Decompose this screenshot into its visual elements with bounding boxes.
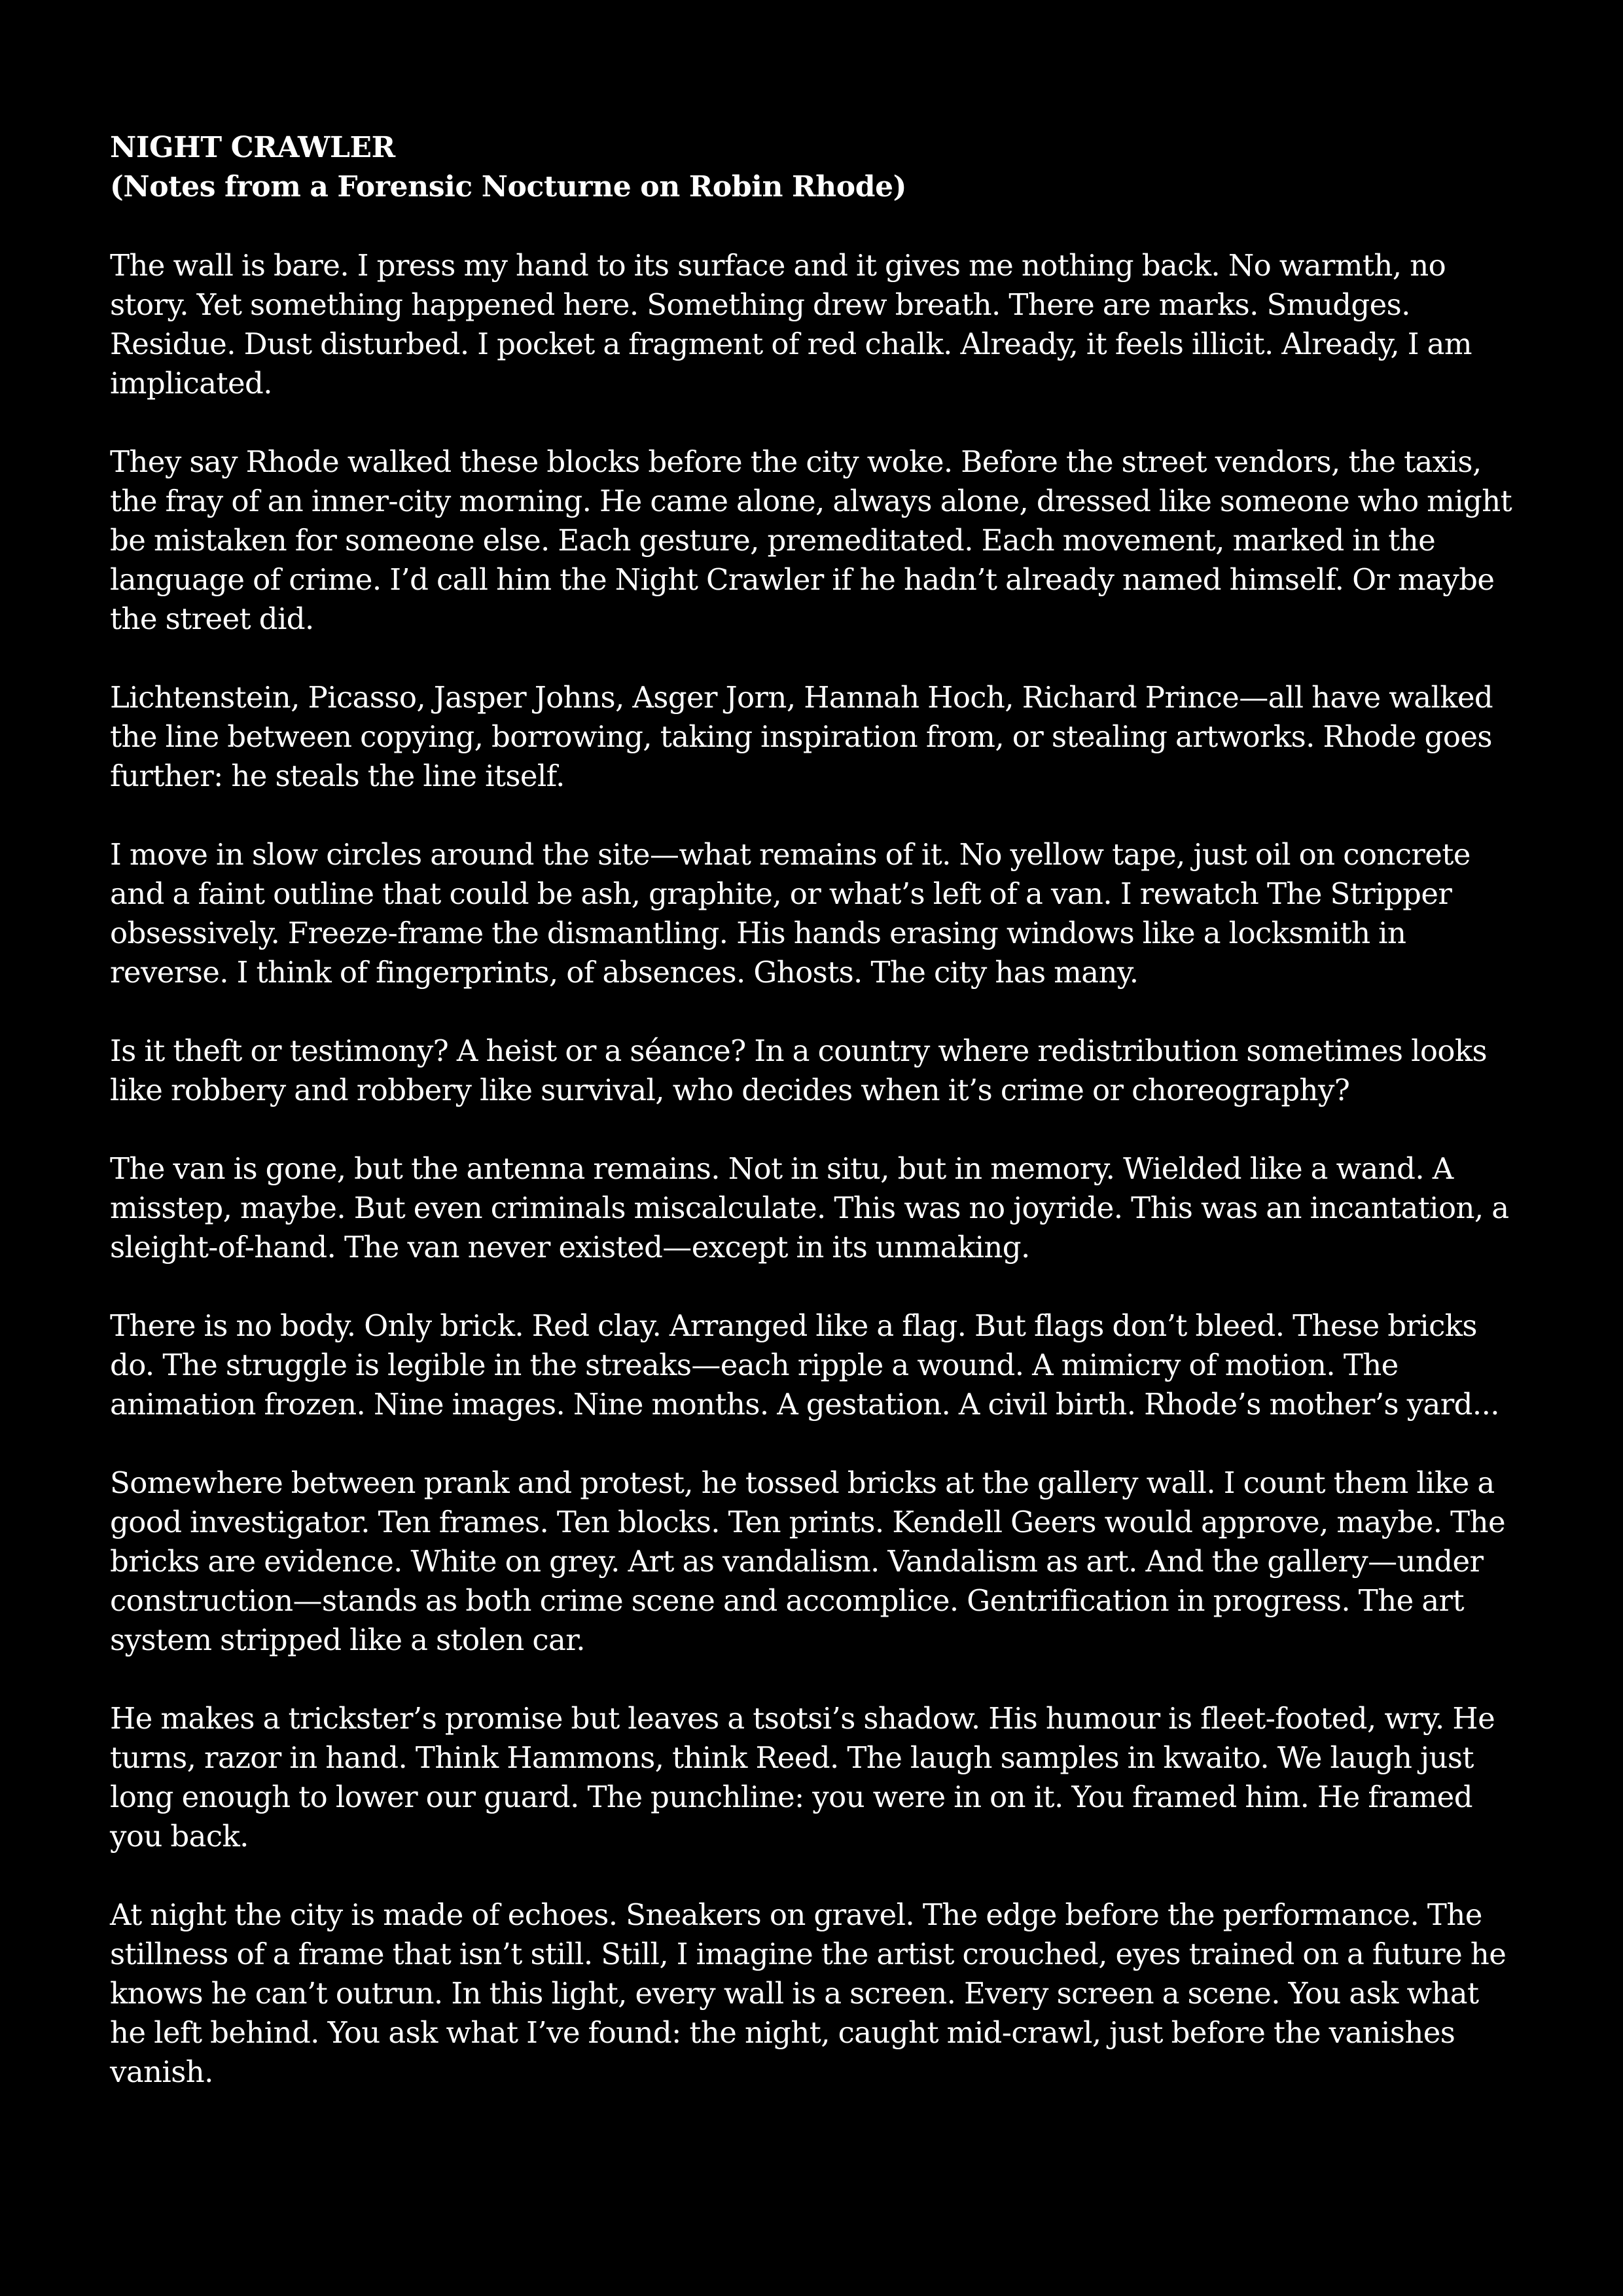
document-subtitle: (Notes from a Forensic Nocturne on Robin Rhode): [110, 170, 907, 204]
paragraph-9: He makes a trickster’s promise but leaves a tsotsi’s shadow. His humour is fleet-footed, wry. He turns, razor in hand. Think Hammons, think Reed. The laugh samples in kwaito. We laugh just long enough to lower our guard. The punchline: you were in on it. You framed him. He framed you back.: [110, 1701, 1495, 1854]
document-body: [110, 128, 1517, 2092]
paragraph-6: The van is gone, but the antenna remains. Not in situ, but in memory. Wielded like a wand. A misstep, maybe. But even criminals miscalculate. This was no joyride. This was an incantation, a sleight-of-hand. The van never existed—except in its unmaking.: [110, 1151, 1509, 1265]
paragraph-10: At night the city is made of echoes. Sneakers on gravel. The edge before the performance. The stillness of a frame that isn’t still. Still, I imagine the artist crouched, eyes trained on a future he knows he can’t outrun. In this light, every wall is a screen. Every screen a scene. You ask what he left behind. You ask what I’ve found: the night, caught mid-crawl, just before the vanishes vanish.: [110, 1897, 1507, 2089]
paragraph-1: The wall is bare. I press my hand to its surface and it gives me nothing back. No warmth, no story. Yet something happened here. Something drew breath. There are marks. Smudges. Residue. Dust disturbed. I pocket a fragment of red chalk. Already, it feels illicit. Already, I am implicated.: [110, 248, 1472, 401]
title-block: [110, 128, 1517, 207]
paragraph-8: Somewhere between prank and protest, he tossed bricks at the gallery wall. I count them like a good investigator. Ten frames. Ten blocks. Ten prints. Kendell Geers would approve, maybe. The bricks are evidence. White on grey. Art as vandalism. Vandalism as art. And the gallery—under construction—stands as both crime scene and accomplice. Gentrification in progress. The art system stripped like a stolen car.: [110, 1465, 1505, 1657]
paragraph-7: There is no body. Only brick. Red clay. Arranged like a flag. But flags don’t bleed. These bricks do. The struggle is legible in the streaks—each ripple a wound. A mimicry of motion. The animation frozen. Nine images. Nine months. A gestation. A civil birth. Rhode’s mother’s yard...: [110, 1308, 1499, 1422]
paragraph-3: Lichtenstein, Picasso, Jasper Johns, Asger Jorn, Hannah Hoch, Richard Prince—all have walked the line between copying, borrowing, taking inspiration from, or stealing artworks. Rhode goes further: he steals the line itself.: [110, 680, 1493, 793]
paragraph-5: Is it theft or testimony? A heist or a séance? In a country where redistribution sometimes looks like robbery and robbery like survival, who decides when it’s crime or choreography?: [110, 1033, 1488, 1107]
paragraph-4: I move in slow circles around the site—what remains of it. No yellow tape, just oil on concrete and a faint outline that could be ash, graphite, or what’s left of a van. I rewatch The Stripper obsessively. Freeze-frame the dismantling. His hands erasing windows like a locksmith in reverse. I think of fingerprints, of absences. Ghosts. The city has many.: [110, 837, 1471, 990]
document-title: NIGHT CRAWLER: [110, 131, 395, 164]
paragraph-2: They say Rhode walked these blocks before the city woke. Before the street vendors, the taxis, the fray of an inner-city morning. He came alone, always alone, dressed like someone who might be mistaken for someone else. Each gesture, premeditated. Each movement, marked in the language of crime. I’d call him the Night Crawler if he hadn’t already named himself. Or maybe the street did.: [110, 444, 1512, 636]
